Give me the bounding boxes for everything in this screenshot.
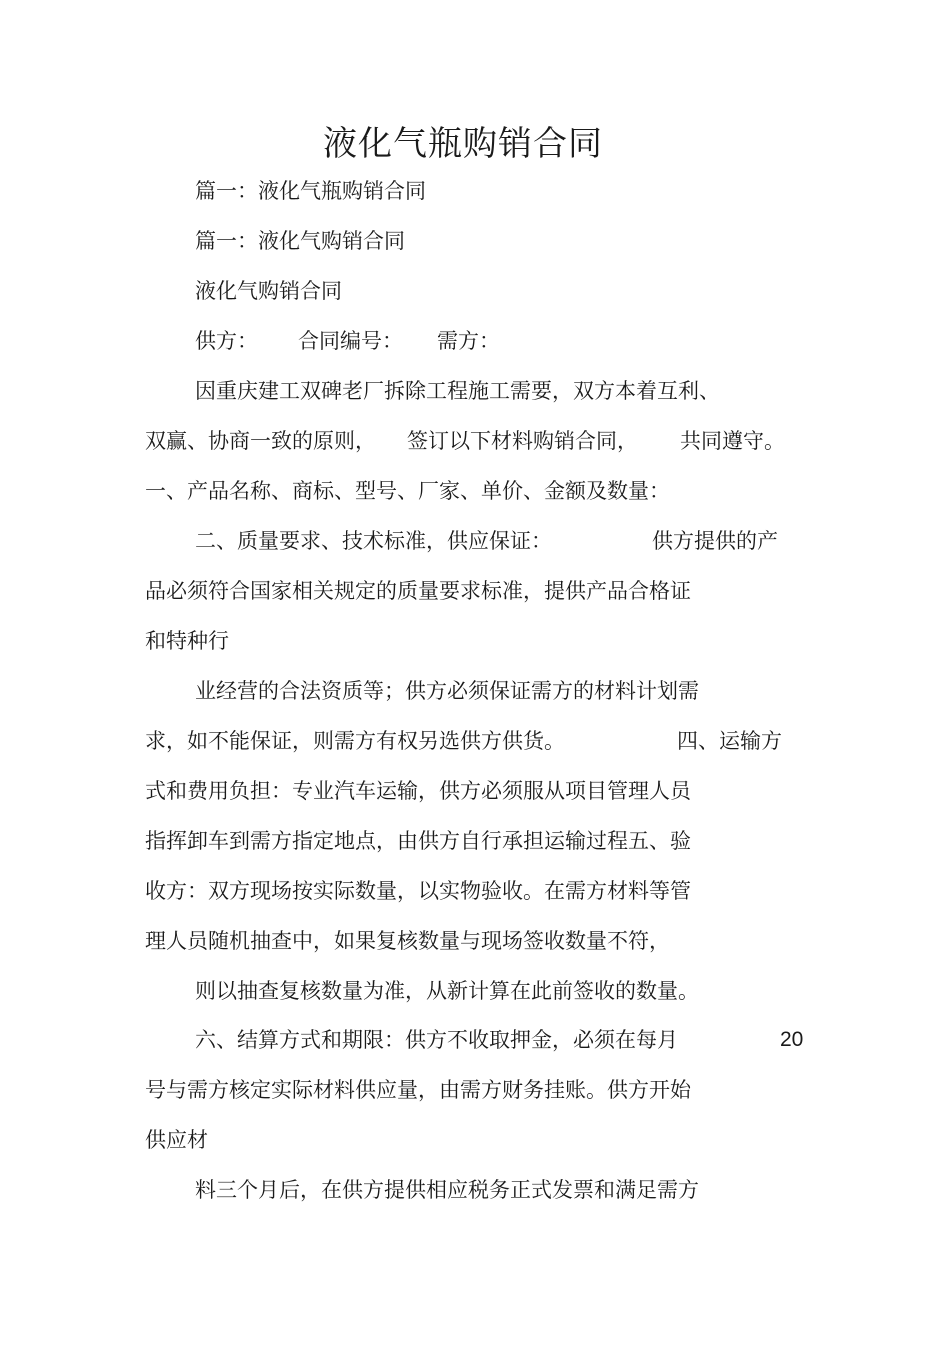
contract-number-label: 合同编号： [298, 329, 403, 353]
buyer-label: 需方： [437, 329, 500, 353]
paragraph-line: 共同遵守。 [680, 429, 785, 453]
paragraph-line: 品必须符合国家相关规定的质量要求标准，提供产品合格证 [145, 579, 691, 603]
contract-subtitle: 液化气购销合同 [195, 279, 342, 303]
paragraph-line: 因重庆建工双碑老厂拆除工程施工需要，双方本着互利、 [195, 379, 720, 403]
paragraph-line: 指挥卸车到需方指定地点，由供方自行承担运输过程五、验 [145, 829, 691, 853]
paragraph-line: 收方：双方现场按实际数量，以实物验收。在需方材料等管 [145, 879, 691, 903]
section-heading-1: 篇一：液化气瓶购销合同 [195, 179, 426, 203]
paragraph-line: 号与需方核定实际材料供应量，由需方财务挂账。供方开始 [145, 1078, 691, 1102]
paragraph-line: 式和费用负担：专业汽车运输，供方必须服从项目管理人员 [145, 779, 691, 803]
clause-4-heading: 四、运输方 [677, 729, 782, 753]
clause-6-heading: 六、结算方式和期限：供方不收取押金，必须在每月 [195, 1028, 678, 1052]
paragraph-line: 供应材 [145, 1128, 208, 1152]
day-number: 20 [780, 1028, 804, 1051]
document-title: 液化气瓶购销合同 [323, 124, 603, 164]
paragraph-line: 则以抽查复核数量为准，从新计算在此前签收的数量。 [195, 979, 699, 1003]
paragraph-line: 供方提供的产 [652, 529, 778, 553]
paragraph-line: 签订以下材料购销合同， [407, 429, 638, 453]
paragraph-line: 双赢、协商一致的原则， [145, 429, 376, 453]
paragraph-line: 料三个月后，在供方提供相应税务正式发票和满足需方 [195, 1178, 699, 1202]
clause-1: 一、产品名称、商标、型号、厂家、单价、金额及数量： [145, 479, 670, 503]
paragraph-line: 求，如不能保证，则需方有权另选供方供货。 [145, 729, 565, 753]
section-heading-2: 篇一：液化气购销合同 [195, 229, 405, 253]
paragraph-line: 和特种行 [145, 629, 229, 653]
paragraph-line: 业经营的合法资质等；供方必须保证需方的材料计划需 [195, 679, 699, 703]
clause-2-heading: 二、质量要求、技术标准，供应保证： [195, 529, 552, 553]
paragraph-line: 理人员随机抽查中，如果复核数量与现场签收数量不符， [145, 929, 670, 953]
supplier-label: 供方： [195, 329, 258, 353]
